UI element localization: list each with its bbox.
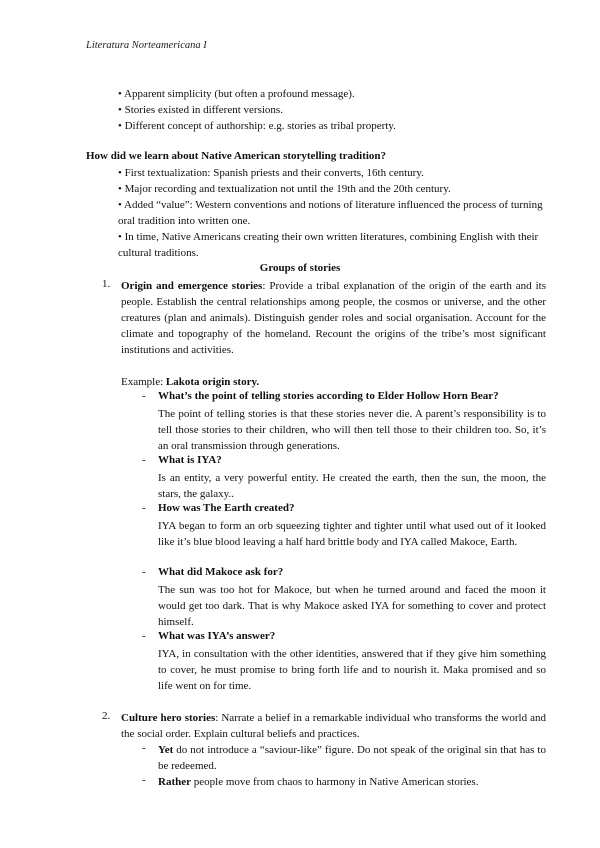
group2-point-2-text: people move from chaos to harmony in Native American stories. — [191, 776, 479, 788]
qa-answer-2: Is an entity, a very powerful entity. He created the earth, then the sun, the moon, the stars, the galaxy.. — [158, 472, 546, 500]
group2-point-1 — [158, 742, 546, 774]
learn-bullet-1: • First textualization: Spanish priests and their converts, 16th century. — [118, 167, 424, 179]
groups-title: Groups of stories — [259, 262, 341, 274]
qa-question-3: How was The Earth created? — [158, 502, 295, 514]
example-title: Lakota origin story. — [165, 376, 260, 388]
group2-point-1-text: do not introduce a “saviour-like” figure. Do not speak of the original sin that has to be redeemed. — [158, 744, 546, 772]
learn-bullet-4: • In time, Native Americans creating their own written literatures, combining English with their cultural traditions. — [118, 231, 539, 259]
group1-text: : Provide a tribal explanation of the origin of the earth and its people. Establish the central relationships among people, the cosmos or universe, and the other creatures (plan and animals). Distinguish gender roles and social organisation. Account for the climate and topography of the homeland. Recount the origins of the tribe’s most significant institutions and activities. — [121, 280, 546, 356]
group1-number: 1. — [102, 278, 111, 290]
intro-bullet-1: • Apparent simplicity (but often a profound message). — [118, 88, 355, 100]
qa-question-1: What’s the point of telling stories according to Elder Hollow Horn Bear? — [158, 390, 499, 402]
qa-answer-1: The point of telling stories is that these stories never die. A parent’s responsibility is to tell those stories to their children, who will then tell those to their children too. So, it’s an oral transmission through generations. — [158, 408, 546, 452]
qa-answer-3: IYA began to form an orb squeezing tighter and tighter until what used out of it looked like it’s blue blood leaving a half hard brittle body and IYA called Makoce, Earth. — [158, 520, 546, 548]
qa-question-2: What is IYA? — [158, 454, 222, 466]
qa-question-5: What was IYA’s answer? — [158, 630, 276, 642]
dash-marker: - — [142, 774, 146, 786]
learn-bullet-3: • Added “value”: Western conventions and notions of literature influenced the process of turning oral tradition into written one. — [118, 199, 543, 227]
dash-marker: - — [142, 390, 146, 402]
example-label: Example: — [121, 376, 166, 388]
qa-answer-4: The sun was too hot for Makoce, but when he turned around and faced the moon it would get too dark. That is why Makoce asked IYA for something to cover and protect himself. — [158, 584, 546, 628]
group1-paragraph — [121, 278, 546, 358]
group2-term: Culture hero stories — [121, 712, 216, 724]
group2-paragraph — [121, 710, 546, 742]
intro-bullet-3: • Different concept of authorship: e.g. stories as tribal property. — [118, 120, 396, 132]
running-header: Literatura Norteamericana I — [86, 40, 207, 51]
dash-marker: - — [142, 630, 146, 642]
qa-question-4: What did Makoce ask for? — [158, 566, 284, 578]
dash-marker: - — [142, 742, 146, 754]
intro-bullet-2: • Stories existed in different versions. — [118, 104, 283, 116]
group2-text: : Narrate a belief in a remarkable individual who transforms the world and the social order. Explain cultural beliefs and practices. — [121, 712, 546, 740]
group1-example — [121, 374, 546, 390]
group2-point-1-term: Yet — [158, 744, 174, 756]
group2-point-2-term: Rather — [158, 776, 191, 788]
group1-term: Origin and emergence stories — [121, 280, 263, 292]
dash-marker: - — [142, 502, 146, 514]
learn-bullet-2: • Major recording and textualization not until the 19th and the 20th century. — [118, 183, 451, 195]
dash-marker: - — [142, 566, 146, 578]
group2-number: 2. — [102, 710, 111, 722]
qa-answer-5: IYA, in consultation with the other identities, answered that if they give him something to cover, he must promise to bring forth life and to nourish it. Maka promised and so life went on for time. — [158, 648, 546, 692]
section-question: How did we learn about Native American storytelling tradition? — [86, 150, 387, 162]
dash-marker: - — [142, 454, 146, 466]
group2-point-2 — [158, 774, 546, 790]
